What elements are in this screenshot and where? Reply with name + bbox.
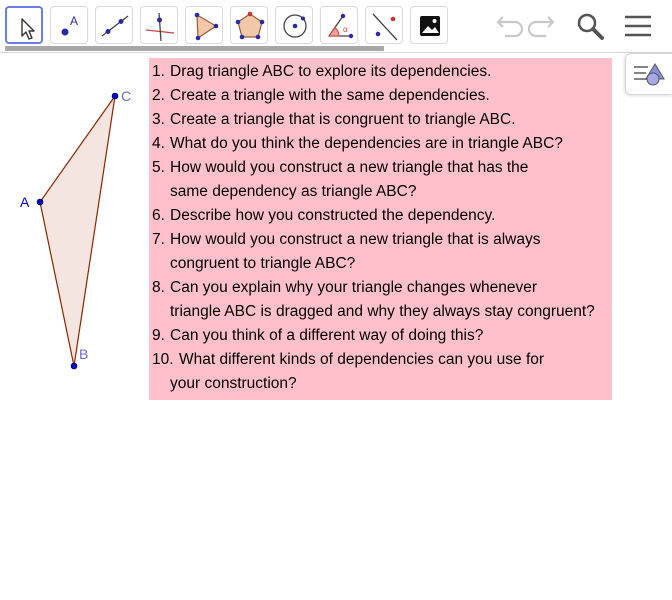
point-label-b: B (79, 346, 89, 362)
point-tool-button[interactable] (50, 6, 88, 44)
search-button[interactable] (572, 8, 608, 44)
reflect-icon (366, 7, 404, 45)
instruction-item-continuation: same dependency as triangle ABC? (170, 183, 417, 200)
polygon-icon (186, 7, 224, 45)
point-label-c: C (121, 88, 132, 104)
menu-icon (620, 8, 656, 44)
perpendicular-icon (141, 7, 179, 45)
point-a[interactable] (37, 199, 43, 205)
line-tool-button[interactable] (95, 6, 133, 44)
instruction-item-continuation: congruent to triangle ABC? (170, 255, 356, 272)
style-bar-icon (626, 54, 672, 94)
redo-icon (526, 8, 562, 44)
instruction-item: 2. Create a triangle with the same dependencies. (152, 87, 490, 104)
point-label-a: A (20, 194, 30, 210)
angle-tool-button[interactable] (320, 6, 358, 44)
arrow-pointer-icon (7, 8, 45, 46)
triangle-abc[interactable] (40, 96, 115, 366)
instruction-item: 5. How would you construct a new triangle that has the (152, 159, 529, 176)
point-b[interactable] (71, 363, 77, 369)
toolbar (0, 0, 672, 53)
instruction-item: 10. What different kinds of dependencies can you use for (152, 351, 545, 368)
instruction-item: 7. How would you construct a new triangle that is always (152, 231, 541, 248)
search-icon (572, 8, 608, 44)
circle-icon (276, 7, 314, 45)
polygon-tool-button[interactable] (185, 6, 223, 44)
instruction-item-continuation: your construction? (170, 375, 297, 392)
image-tool-button[interactable] (410, 6, 448, 44)
instruction-item: 1. Drag triangle ABC to explore its dependencies. (152, 63, 492, 80)
instruction-item: 6. Describe how you constructed the dependency. (152, 207, 496, 224)
line-icon (96, 7, 134, 45)
instruction-item: 8. Can you explain why your triangle changes whenever (152, 279, 538, 296)
svg-text:α: α (343, 25, 348, 34)
perpendicular-tool-button[interactable] (140, 6, 178, 44)
instructions-text-box[interactable] (149, 58, 612, 400)
instruction-item: 3. Create a triangle that is congruent to triangle ABC. (152, 111, 516, 128)
image-icon (411, 7, 449, 45)
circle-tool-button[interactable] (275, 6, 313, 44)
undo-icon (489, 8, 525, 44)
style-bar-toggle[interactable] (625, 53, 672, 95)
reflect-tool-button[interactable] (365, 6, 403, 44)
instruction-item: 4. What do you think the dependencies are in triangle ABC? (152, 135, 563, 152)
main-menu-button[interactable] (620, 8, 656, 44)
redo-button[interactable] (526, 8, 562, 44)
pentagon-icon (231, 7, 269, 45)
svg-text:A: A (70, 14, 79, 28)
toolbar-scrollbar[interactable] (5, 46, 384, 51)
instruction-item: 9. Can you think of a different way of doing this? (152, 327, 484, 344)
point-icon (51, 7, 89, 45)
undo-button[interactable] (489, 8, 525, 44)
angle-icon (321, 7, 359, 45)
regular-polygon-tool-button[interactable] (230, 6, 268, 44)
point-c[interactable] (112, 93, 118, 99)
instruction-item-continuation: triangle ABC is dragged and why they always stay congruent? (170, 303, 595, 320)
move-tool-button[interactable] (5, 6, 43, 44)
